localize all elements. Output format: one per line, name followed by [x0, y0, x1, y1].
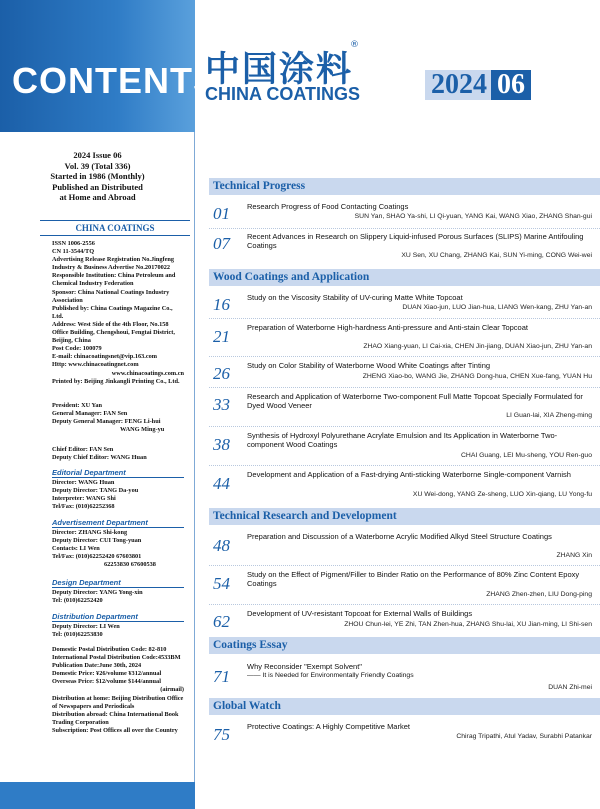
- page-number: 01: [213, 204, 230, 223]
- entry-divider: [209, 228, 600, 229]
- page-number: 07: [213, 234, 230, 253]
- editorial-dept-title: Editorial Department: [52, 468, 184, 478]
- entry-divider: [209, 465, 600, 466]
- staff-line: Deputy General Manager: FENG Li-hui: [52, 418, 161, 426]
- issue-info: [0, 150, 195, 203]
- meta-line: E-mail: chinacoatingsnet@vip.163.com: [52, 353, 158, 361]
- article-title: Recent Advances in Research on Slippery Liquid-infused Porous Surfaces (SLIPS) Marine Antifouling Coatings: [247, 232, 584, 250]
- entry-divider: [209, 318, 600, 319]
- article-authors: ZHAO Xiang-yuan, LI Cai-xia, CHEN Jin-jiang, DUAN Xiao-jun, ZHU Yan-an: [363, 343, 592, 350]
- meta-line: Responsible Institution: China Petroleum and Chemical Industry Federation: [52, 272, 176, 288]
- dept-line: Tel/Fax: (010)62252368: [52, 503, 115, 511]
- dist-line: (airmail): [160, 686, 184, 694]
- meta-line: Http: www.chinacoatingnet.com: [52, 361, 139, 369]
- meta-line: Address: West Side of the 4th Floor, No.158 Office Building, Chengshoui, Fengtai District, Beijing, China: [52, 320, 175, 345]
- article-title: Study on the Effect of Pigment/Filler to Binder Ratio on the Performance of 80% Zinc Content Epoxy Coatings: [247, 570, 580, 588]
- article-title: Development and Application of a Fast-drying Anti-sticking Waterborne Single-component Varnish: [247, 470, 571, 479]
- page-number: 71: [213, 667, 230, 686]
- dist-line: International Postal Distribution Code:4533BM: [52, 654, 181, 662]
- article-title: Study on Color Stability of Waterborne Wood White Coatings after Tinting: [247, 361, 491, 370]
- dept-line: 62253830 67600538: [104, 561, 156, 569]
- dist-line: Publication Date:June 30th, 2024: [52, 662, 142, 670]
- meta-line: www.chinacoatings.com.cn: [111, 369, 184, 377]
- dept-line: Director: ZHANG Shi-kong: [52, 529, 128, 536]
- article-authors: CHAI Guang, LEI Mu-sheng, YOU Ren-guo: [461, 452, 592, 459]
- distribution-info: [52, 646, 184, 735]
- dept-line: Tel/Fax: (010)62252420 67603801: [52, 553, 142, 561]
- editorial-dept: [52, 479, 184, 511]
- page-number: 54: [213, 574, 230, 593]
- distribution-dept: [52, 623, 184, 639]
- issue-info-line: Started in 1986 (Monthly): [50, 171, 145, 181]
- brand-english-name: CHINA COATINGS: [205, 84, 360, 104]
- dept-line: Tel: (010)62253830: [52, 631, 103, 639]
- meta-line: Published by: China Coatings Magazine Co., Ltd.: [52, 304, 173, 320]
- article-authors: SUN Yan, SHAO Ya-shi, LI Qi-yuan, YANG Kai, WANG Xiao, ZHANG Shan-gui: [354, 213, 592, 220]
- issue-info-line: 2024 Issue 06: [73, 150, 122, 160]
- registered-mark: ®: [350, 40, 359, 50]
- article-authors: LI Guan-lai, XIA Zheng-ming: [506, 412, 592, 419]
- issue-info-line: Vol. 39 (Total 336): [64, 160, 131, 171]
- article-subtitle: —— It is Needed for Environmentally Friendly Coatings: [247, 672, 414, 679]
- issue-number: 06: [491, 70, 531, 100]
- contents-heading: [12, 60, 218, 102]
- page-number: 75: [213, 725, 230, 744]
- meta-line: CN 11-3544/TQ: [52, 248, 95, 256]
- masthead-column: [0, 132, 195, 809]
- page-number: 21: [213, 327, 230, 346]
- entry-divider: [209, 604, 600, 605]
- dept-line: Interpreter: WANG Shi: [52, 495, 116, 503]
- masthead-editors: [52, 446, 184, 462]
- dept-line: Deputy Director: LI Wen: [52, 623, 120, 630]
- page-number: 16: [213, 295, 230, 314]
- dist-line: Distribution at home: Beijing Distribution Office of Newspapers and Periodicals: [52, 694, 184, 710]
- issue-info-line: Published an Distributed: [52, 181, 143, 192]
- dist-line: Distribution abroad: China International Book Trading Corporation: [52, 710, 179, 726]
- article-title: Research and Application of Waterborne Two-component Full Matte Topcoat Specially Formulated for Dyed Wood Veneer: [247, 392, 583, 410]
- issue-badge: [425, 70, 531, 100]
- distribution-dept-title: Distribution Department: [52, 612, 184, 622]
- staff-line: President: XU Yan: [52, 402, 103, 409]
- page-number: 38: [213, 435, 230, 454]
- section-coatings-essay: Coatings Essay: [209, 637, 600, 654]
- meta-line: Advertising Release Registration No.Jingfeng Industry & Business Advertise No.20170022: [52, 256, 175, 272]
- advertisement-dept-title: Advertisement Department: [52, 518, 184, 528]
- meta-line: Printed by: Beijing Jinkangli Printing Co., Ltd.: [52, 377, 180, 385]
- advertisement-dept: [52, 529, 184, 569]
- page-number: 44: [213, 474, 230, 493]
- brand-chinese-name: 中国涂料: [205, 50, 354, 90]
- dist-line: Domestic Postal Distribution Code: 82-810: [52, 646, 167, 653]
- article-title: Study on the Viscosity Stability of UV-curing Matte White Topcoat: [247, 293, 463, 302]
- issue-info-line: at Home and Abroad: [59, 192, 136, 202]
- staff-line: WANG Ming-yu: [120, 426, 165, 434]
- section-global-watch: Global Watch: [209, 698, 600, 715]
- masthead-registration: [52, 240, 184, 386]
- masthead-staff: [52, 402, 184, 434]
- page-number: 48: [213, 536, 230, 555]
- article-title: Preparation of Waterborne High-hardness Anti-pressure and Anti-stain Clear Topcoat: [247, 323, 528, 332]
- staff-line: General Manager: FAN Sen: [52, 410, 128, 418]
- entry-divider: [209, 426, 600, 427]
- dept-line: Deputy Director: YANG Yong-xin: [52, 589, 143, 596]
- masthead-title: CHINA COATINGS: [40, 220, 190, 236]
- section-technical-research: Technical Research and Development: [209, 508, 600, 525]
- entry-divider: [209, 356, 600, 357]
- editor-line: Deputy Chief Editor: WANG Huan: [52, 454, 147, 462]
- article-authors: DUAN Zhi-mei: [548, 684, 592, 691]
- article-authors: Chirag Tripathi, Atul Yadav, Surabhi Patankar: [456, 733, 592, 740]
- page-number: 26: [213, 364, 230, 383]
- article-authors: ZHOU Chun-lei, YE Zhi, TAN Zhen-hua, ZHANG Shu-lai, XU Jian-ming, LI Shi-sen: [344, 621, 592, 628]
- entry-divider: [209, 387, 600, 388]
- meta-line: ISSN 1006-2556: [52, 240, 95, 247]
- design-dept: [52, 589, 184, 605]
- article-authors: XU Wei-dong, YANG Ze-sheng, LUO Xin-qiang, LU Yong-fu: [412, 491, 592, 498]
- article-authors: ZHANG Xin: [556, 552, 592, 559]
- dist-line: Overseas Price: $12/volume $144/annual: [52, 678, 161, 686]
- dept-line: Contacts: LI Wen: [52, 545, 100, 553]
- footer-blue-band: [0, 782, 195, 809]
- editor-line: Chief Editor: FAN Sen: [52, 446, 114, 453]
- article-title: Research Progress of Food Contacting Coatings: [247, 202, 409, 211]
- entry-divider: [209, 565, 600, 566]
- dept-line: Director: WANG Huan: [52, 479, 115, 486]
- article-authors: XU Sen, XU Chang, ZHANG Kai, SUN Yi-ming, CONG Wei-wei: [401, 252, 592, 259]
- dist-line: Domestic Price: ¥26/volume ¥312/annual: [52, 670, 162, 678]
- article-authors: ZHENG Xiao-bo, WANG Jie, ZHANG Dong-hua, CHEN Xue-fang, YUAN Hu: [362, 373, 592, 380]
- meta-line: Sponsor: China National Coatings Industry Association: [52, 288, 170, 304]
- dept-line: Tel: (010)62252420: [52, 597, 103, 605]
- article-title: Preparation and Discussion of a Waterborne Acrylic Modified Alkyd Steel Structure Coatings: [247, 532, 552, 541]
- article-authors: DUAN Xiao-jun, LUO Jian-hua, LIANG Wen-kang, ZHU Yan-an: [402, 304, 592, 311]
- article-title: Protective Coatings: A Highly Competitive Market: [247, 722, 410, 731]
- article-authors: ZHANG Zhen-zhen, LIU Dong-ping: [486, 591, 592, 598]
- article-title: Synthesis of Hydroxyl Polyurethane Acrylate Emulsion and Its Application in Waterborne Two-component Wood Coatings: [247, 431, 558, 449]
- dept-line: Deputy Director: TANG Da-you: [52, 487, 139, 495]
- section-wood-coatings: Wood Coatings and Application: [209, 269, 600, 286]
- page-number: 33: [213, 395, 230, 414]
- article-title: Development of UV-resistant Topcoat for External Walls of Buildings: [247, 609, 473, 618]
- page-number: 62: [213, 612, 230, 631]
- section-technical-progress: Technical Progress: [209, 178, 600, 195]
- dept-line: Deputy Director: CUI Tong-yuan: [52, 537, 142, 545]
- article-title: Why Reconsider "Exempt Solvent": [247, 662, 362, 671]
- dist-line: Subscription: Post Offices all over the Country: [52, 726, 178, 734]
- contents-heading-text: CONTENTS: [12, 60, 218, 101]
- meta-line: Post Code: 100079: [52, 345, 102, 353]
- issue-year: 2024: [425, 70, 491, 100]
- design-dept-title: Design Department: [52, 578, 184, 588]
